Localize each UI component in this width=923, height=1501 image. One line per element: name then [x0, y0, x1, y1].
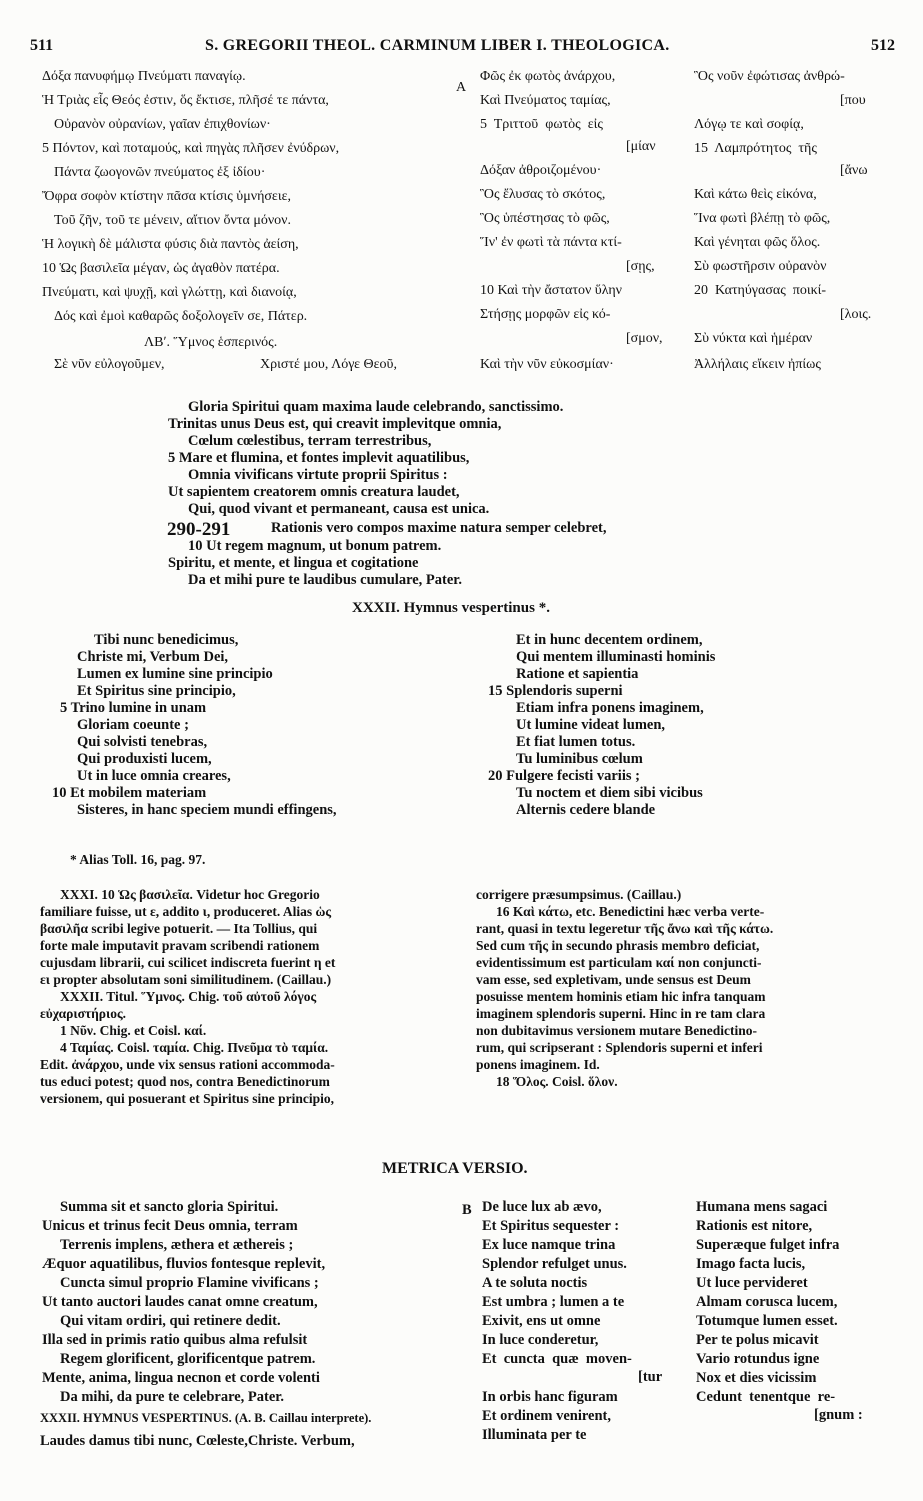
hymn-line: Ratione et sapientia [516, 666, 639, 682]
greek-line: Ἡ Τριὰς εἷς Θεός ἐστιν, ὅς ἔκτισε, πλῆσέ τε πάντα, [42, 93, 329, 108]
note-line: familiare fuisse, ut ε, addito ι, produceret. Alias ὡς [40, 904, 332, 919]
note-line: βασιλῆα scribi legive potuerit. — Ita Tollius, qui [40, 921, 318, 936]
latin-hymn-left-column [52, 633, 452, 833]
greek-line: Τοῦ ζῆν, τοῦ τε μένειν, αἴτιον ὄντα μόνον. [54, 213, 292, 228]
greek-line: [ἄνω [840, 163, 868, 178]
greek-line: Ἀλλήλαις εἴκειν ἠπίως [694, 357, 821, 372]
greek-line: [που [840, 93, 866, 108]
hymn-line: Etiam infra ponens imaginem, [516, 700, 704, 716]
hymn-line: Qui produxisti lucem, [77, 751, 212, 767]
hymn-line: Et fiat lumen totus. [516, 734, 636, 750]
note-line: rum, qui scripserant : Splendoris superni et inferi [476, 1040, 763, 1055]
metrica-line: Superæque fulget infra [696, 1237, 840, 1253]
greek-line: Καὶ κάτω θεὶς εἰκόνα, [694, 187, 817, 202]
note-line: ponens imaginem. Id. [476, 1057, 600, 1072]
metrica-line: Est umbra ; lumen a te [482, 1294, 625, 1310]
greek-line: Καὶ τὴν νῦν εὐκοσμίαν· [480, 357, 614, 372]
note-line: Edit. ἀνάρχου, unde vix sensus rationi accommoda- [40, 1057, 335, 1072]
greek-line: Σὺ φωστῆρσιν οὐρανὸν [694, 259, 827, 274]
metrica-line: Cedunt tenentque re- [696, 1389, 836, 1405]
latin-line: 5 Mare et flumina, et fontes implevit aquatilibus, [168, 450, 470, 466]
metrica-middle-column [482, 1200, 687, 1460]
greek-line: Δός καὶ ἐμοὶ καθαρῶς δοξολογεῖν σε, Πάτερ. [54, 309, 308, 324]
hymn-line: Qui mentem illuminasti hominis [516, 649, 716, 665]
latin-line: Da et mihi pure te laudibus cumulare, Pater. [188, 572, 463, 588]
greek-line: Σὲ νῦν εὐλογοῦμεν, [54, 357, 165, 372]
metrica-hymn-title: XXXII. HYMNUS VESPERTINUS. (A. B. Caillau interprete). [40, 1411, 372, 1425]
latin-line: Omnia vivificans virtute proprii Spiritus : [188, 467, 448, 483]
column-number: 290-291 [167, 519, 231, 540]
note-line: 16 Καὶ κάτω, etc. Benedictini hæc verba verte- [496, 904, 765, 919]
metrica-line: Mente, anima, lingua necnon et corde volenti [42, 1370, 320, 1386]
metrica-line: Per te polus micavit [696, 1332, 819, 1348]
metrica-line: Æquor aquatilibus, fluvios fontesque replevit, [42, 1256, 326, 1272]
metrica-line: De luce lux ab ævo, [482, 1199, 602, 1215]
note-line: non dubitavimus versionem mutare Benedictino- [476, 1023, 758, 1038]
metrica-line: In orbis hanc figuram [482, 1389, 618, 1405]
latin-line: Gloria Spiritui quam maxima laude celebrando, sanctissimo. [188, 399, 564, 415]
notes-left-column [40, 888, 470, 1118]
note-line: imaginem splendoris superni. Hinc in re tam clara [476, 1006, 766, 1021]
greek-line: Ἵν' ἐν φωτὶ τὰ πάντα κτί- [480, 235, 622, 250]
metrica-line: Illa sed in primis ratio quibus alma refulsit [42, 1332, 308, 1348]
page-number-left: 511 [30, 37, 54, 54]
hymn-title-latin: XXXII. Hymnus vespertinus *. [352, 600, 550, 616]
greek-middle-column [476, 70, 681, 380]
latin-line: Ut sapientem creatorem omnis creatura laudet, [168, 484, 460, 500]
note-line: evidentissimum est particulam καί non conjuncti- [476, 955, 762, 970]
note-line: 1 Νῦν. Chig. et Coisl. καί. [60, 1023, 207, 1038]
hymn-line: Tu noctem et diem sibi vicibus [516, 785, 703, 801]
greek-line: 5 Πόντον, καὶ ποταμούς, καὶ πηγὰς πλῆσεν ἐνύδρων, [42, 141, 340, 156]
greek-line: [σῃς, [626, 259, 655, 274]
note-line: posuisse mentem hominis etiam hic infra tanquam [476, 989, 766, 1004]
hymn-line: Lumen ex lumine sine principio [77, 666, 273, 682]
hymn-line: Christe mi, Verbum Dei, [77, 649, 229, 665]
latin-line: 10 Ut regem magnum, ut bonum patrem. [188, 538, 442, 554]
metrica-line: Ut tanto auctori laudes canat omne creatum, [42, 1294, 318, 1310]
metrica-right-column [696, 1200, 896, 1460]
note-line: Sed cum τῆς in secundo phrasis membro deficiat, [476, 938, 760, 953]
note-line: εὐχαριστήριος. [40, 1006, 127, 1021]
greek-line: Καὶ γένηται φῶς ὅλος. [694, 235, 821, 250]
metrica-line: Ut luce pervideret [696, 1275, 808, 1291]
greek-line: [λοις. [840, 307, 872, 322]
latin-line: Spiritu, et mente, et lingua et cogitatione [168, 555, 419, 571]
metrica-line: Laudes damus tibi nunc, Cœleste,Christe. Verbum, [40, 1433, 355, 1449]
greek-right-column [690, 70, 895, 380]
note-line: rant, quasi in textu legeretur τῆς ἄνω καὶ τῆς κάτω. [476, 921, 774, 936]
latin-line: Cœlum cœlestibus, terram terrestribus, [188, 433, 432, 449]
metrica-line: Regem glorificent, glorificentque patrem. [60, 1351, 316, 1367]
hymn-line: Ut in luce omnia creares, [77, 768, 231, 784]
metrica-line: Splendor refulget unus. [482, 1256, 627, 1272]
metrica-line: Terrenis implens, æthera et æthereis ; [60, 1237, 294, 1253]
greek-line: Ὃς νοῦν ἐφώτισας ἀνθρώ- [694, 69, 845, 84]
greek-line: Χριστέ μου, Λόγε Θεοῦ, [260, 357, 397, 372]
metrica-title: METRICA VERSIO. [382, 1160, 528, 1177]
hymn-line: Sisteres, in hanc speciem mundi effingens, [77, 802, 337, 818]
notes-right-column [476, 888, 896, 1118]
note-line: 18 Ὅλος. Coisl. ὅλον. [496, 1074, 618, 1089]
hymn-line: Gloriam coeunte ; [77, 717, 189, 733]
metrica-line: Da mihi, da pure te celebrare, Pater. [60, 1389, 285, 1405]
metrica-line: Summa sit et sancto gloria Spiritui. [60, 1199, 279, 1215]
greek-line: Ὃς ἔλυσας τὸ σκότος, [480, 187, 606, 202]
metrica-line: Qui vitam ordiri, qui retinere dedit. [60, 1313, 281, 1329]
greek-line: Δόξα πανυφήμῳ Πνεύματι παναγίῳ. [42, 69, 246, 84]
latin-prose-translation [168, 400, 728, 592]
metrica-line: Unicus et trinus fecit Deus omnia, terram [42, 1218, 298, 1234]
hymn-line: Ut lumine videat lumen, [516, 717, 666, 733]
latin-line: Qui, quod vivant et permaneant, causa est unica. [188, 501, 490, 517]
hymn-line: Et Spiritus sine principio, [77, 683, 236, 699]
greek-line: Πνεύματι, καὶ ψυχῇ, καὶ γλώττῃ, καὶ διανοίᾳ, [42, 285, 297, 300]
hymn-line: Qui solvisti tenebras, [77, 734, 208, 750]
note-line: XXXI. 10 Ὡς βασιλεῖα. Videtur hoc Gregorio [60, 887, 320, 902]
greek-line: Φῶς ἐκ φωτὸς ἀνάρχου, [480, 69, 616, 84]
greek-line: [μίαν [626, 139, 656, 154]
hymn-line: Tu luminibus cœlum [516, 751, 643, 767]
greek-line: Ἡ λογικὴ δὲ μάλιστα φύσις διὰ παντὸς ἀείση, [42, 237, 299, 252]
greek-line: Ὃς ὑπέστησας τὸ φῶς, [480, 211, 610, 226]
note-line: corrigere præsumpsimus. (Caillau.) [476, 887, 682, 902]
metrica-line: Humana mens sagaci [696, 1199, 828, 1215]
greek-line: 15 Λαμπρότητος τῆς [694, 141, 817, 156]
running-title: S. GREGORII THEOL. CARMINUM LIBER I. THEOLOGICA. [205, 37, 670, 54]
hymn-line: 5 Trino lumine in unam [60, 700, 207, 716]
greek-line: Λόγῳ τε καὶ σοφίᾳ, [694, 117, 804, 132]
latin-line: Trinitas unus Deus est, qui creavit implevitque omnia, [168, 416, 502, 432]
note-line: forte male imputavit pravam scribendi rationem [40, 938, 320, 953]
note-line: versionem, qui posuerant et Spiritus sine principio, [40, 1091, 335, 1106]
greek-line: Δόξαν ἀθροιζομένου· [480, 163, 602, 178]
greek-line: Στήσῃς μορφῶν εἰς κό- [480, 307, 611, 322]
greek-line: Ὄφρα σοφὸν κτίστην πᾶσα κτίσις ὑμνήσειε, [42, 189, 291, 204]
column-marker-b: B [462, 1202, 472, 1218]
greek-line: Πάντα ζωογονῶν πνεύματος ἐξ ἰδίου· [54, 165, 266, 180]
hymn-line: Et in hunc decentem ordinem, [516, 632, 703, 648]
note-line: ει propter absolutam soni similitudinem. (Caillau.) [40, 972, 332, 987]
hymn-line: 15 Splendoris superni [488, 683, 623, 699]
hymn-line: Alternis cedere blande [516, 802, 656, 818]
column-marker-a: A [456, 80, 467, 95]
greek-line: 20 Κατηύγασας ποικί- [694, 283, 827, 298]
greek-line: Ἵνα φωτὶ βλέπῃ τὸ φῶς, [694, 211, 831, 226]
metrica-line: Cuncta simul proprio Flamine vivificans ; [60, 1275, 319, 1291]
metrica-line: Illuminata per te [482, 1427, 587, 1443]
metrica-line: Et ordinem venirent, [482, 1408, 612, 1424]
greek-line: 5 Τριττοῦ φωτὸς εἰς [480, 117, 603, 132]
metrica-left-column [40, 1200, 480, 1460]
note-line: vam esse, sed expletivam, unde sensus est Deum [476, 972, 751, 987]
greek-line: Οὐρανὸν οὐρανίων, γαῖαν ἐπιχθονίων· [54, 117, 271, 132]
running-header [30, 37, 895, 57]
metrica-line: Nox et dies vicissim [696, 1370, 817, 1386]
metrica-line: Almam corusca lucem, [696, 1294, 838, 1310]
page-number-right: 512 [871, 37, 895, 54]
greek-line: Καὶ Πνεύματος ταμίας, [480, 93, 611, 108]
latin-hymn-right-column [488, 633, 888, 833]
note-line: tus educi potest; quod nos, contra Benedictinorum [40, 1074, 330, 1089]
metrica-line: Vario rotundus igne [696, 1351, 820, 1367]
note-line: 4 Ταμίας. Coisl. ταμία. Chig. Πνεῦμα τὸ ταμία. [60, 1040, 329, 1055]
metrica-line: Exivit, ens ut omne [482, 1313, 601, 1329]
hymn-line: 20 Fulgere fecisti variis ; [488, 768, 640, 784]
greek-left-column [42, 70, 462, 380]
latin-line: Rationis vero compos maxime natura semper celebret, [271, 520, 607, 536]
metrica-line: Rationis est nitore, [696, 1218, 813, 1234]
note-line: cujusdam librarii, cui scilicet indiscreta fuerint η et [40, 955, 336, 970]
note-line: XXXII. Titul. Ὕμνος. Chig. τοῦ αὐτοῦ λόγος [60, 989, 317, 1004]
metrica-line: A te soluta noctis [482, 1275, 588, 1291]
greek-line: Σὺ νύκτα καὶ ἡμέραν [694, 331, 813, 346]
metrica-line: Imago facta lucis, [696, 1256, 806, 1272]
metrica-line: [tur [638, 1369, 663, 1385]
greek-line: 10 Καὶ τὴν ἄστατον ὕλην [480, 283, 623, 298]
metrica-line: Totumque lumen esset. [696, 1313, 838, 1329]
metrica-line: Et Spiritus sequester : [482, 1218, 620, 1234]
greek-hymn-title: ΛΒʹ. Ὕμνος ἑσπερινός. [144, 335, 278, 350]
footnote: * Alias Toll. 16, pag. 97. [70, 852, 206, 867]
greek-line: [σμον, [626, 331, 663, 346]
hymn-line: Tibi nunc benedicimus, [94, 632, 239, 648]
metrica-line: In luce conderetur, [482, 1332, 599, 1348]
metrica-line: Ex luce namque trina [482, 1237, 616, 1253]
hymn-line: 10 Et mobilem materiam [52, 785, 207, 801]
metrica-line: Et cuncta quæ moven- [482, 1351, 632, 1367]
greek-line: 10 Ὡς βασιλεῖα μέγαν, ὡς ἀγαθὸν πατέρα. [42, 261, 280, 276]
metrica-line: [gnum : [814, 1407, 863, 1423]
